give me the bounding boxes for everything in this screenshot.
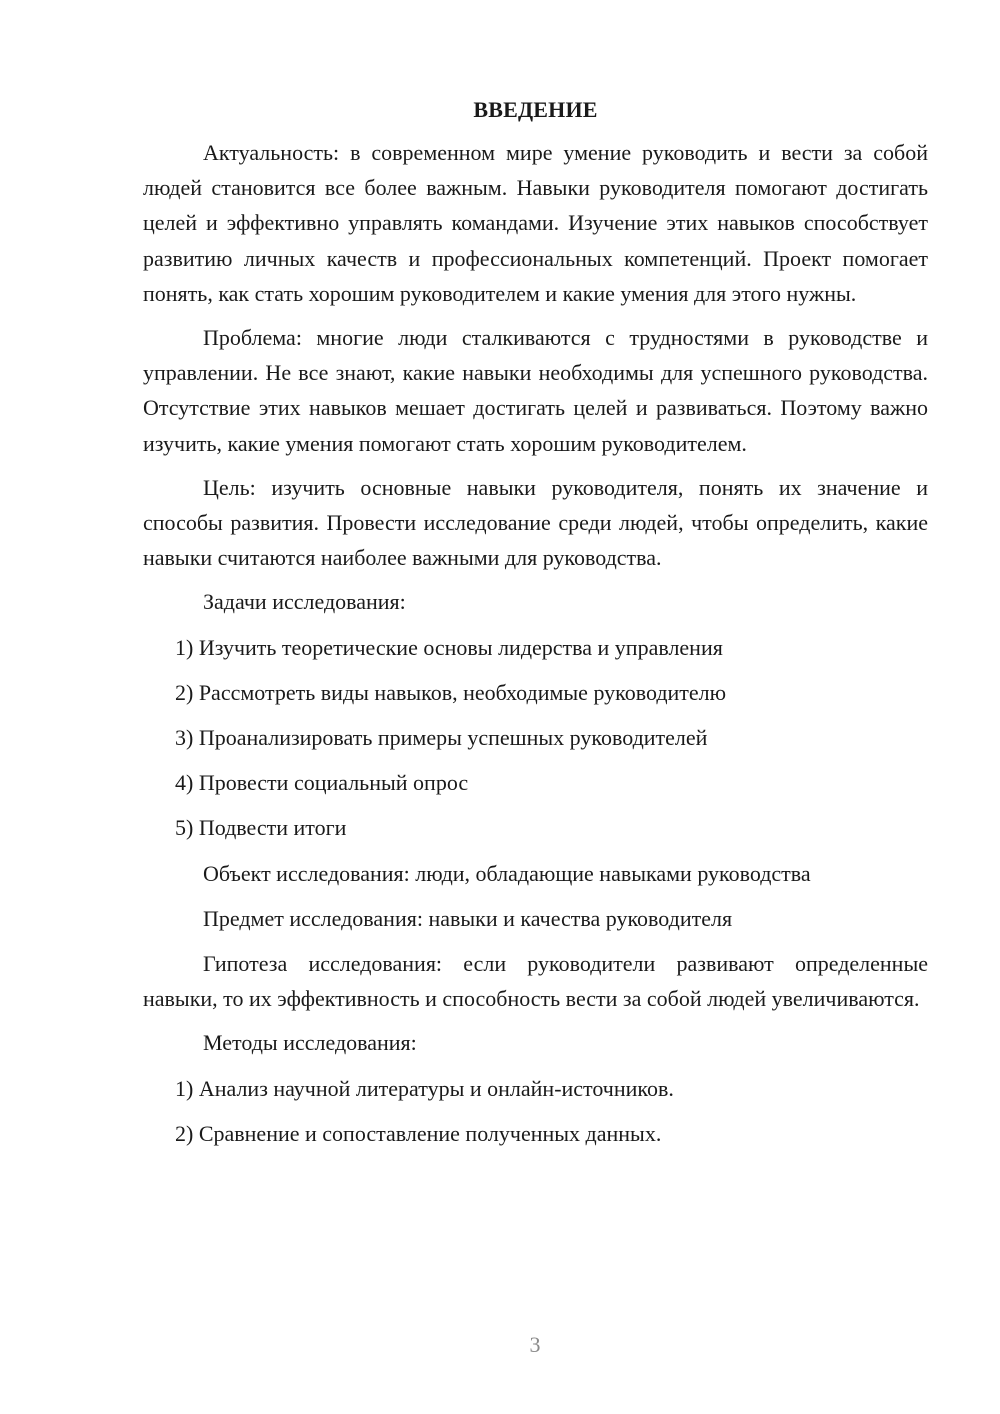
list-item: 1) Изучить теоретические основы лидерства и управления xyxy=(175,634,723,660)
section-title: ВВЕДЕНИЕ xyxy=(473,97,598,122)
goal-paragraph: Цель: изучить основные навыки руководителя, понять их значение и способы развития. Провести исследование среди людей, чтобы определить, какие навыки считаются наиболее важными для руководства. xyxy=(143,474,928,571)
tasks-heading: Задачи исследования: xyxy=(203,589,406,615)
page-number: 3 xyxy=(529,1332,541,1357)
methods-heading: Методы исследования: xyxy=(203,1030,417,1056)
list-item: 2) Сравнение и сопоставление полученных данных. xyxy=(175,1120,662,1146)
relevance-paragraph: Актуальность: в современном мире умение руководить и вести за собой людей становится все более важным. Навыки руководителя помогают достигать целей и эффективно управлять командами. Изучение этих навыков способствует развитию личных качеств и профессиональных компетенций. Проект помогает понять, как стать хорошим руководителем и какие умения для этого нужны. xyxy=(143,140,928,306)
list-item: 1) Анализ научной литературы и онлайн-источников. xyxy=(175,1075,674,1101)
problem-paragraph: Проблема: многие люди сталкиваются с трудностями в руководстве и управлении. Не все знают, какие навыки необходимы для успешного руководства. Отсутствие этих навыков мешает достигать целей и развиваться. Поэтому важно изучить, какие умения помогают стать хорошим руководителем. xyxy=(143,325,928,456)
list-item: 4) Провести социальный опрос xyxy=(175,770,469,796)
methods-list xyxy=(143,1071,928,1151)
object-line: Объект исследования: люди, обладающие навыками руководства xyxy=(203,860,811,886)
document-page xyxy=(143,94,928,1161)
list-item: 3) Проанализировать примеры успешных руководителей xyxy=(175,725,708,751)
tasks-list xyxy=(143,630,928,846)
list-item: 5) Подвести итоги xyxy=(175,815,347,841)
hypothesis-paragraph: Гипотеза исследования: если руководители развивают определенные навыки, то их эффективность и способность вести за собой людей увеличиваются. xyxy=(143,951,928,1012)
subject-line: Предмет исследования: навыки и качества руководителя xyxy=(203,905,733,931)
list-item: 2) Рассмотреть виды навыков, необходимые руководителю xyxy=(175,679,727,705)
